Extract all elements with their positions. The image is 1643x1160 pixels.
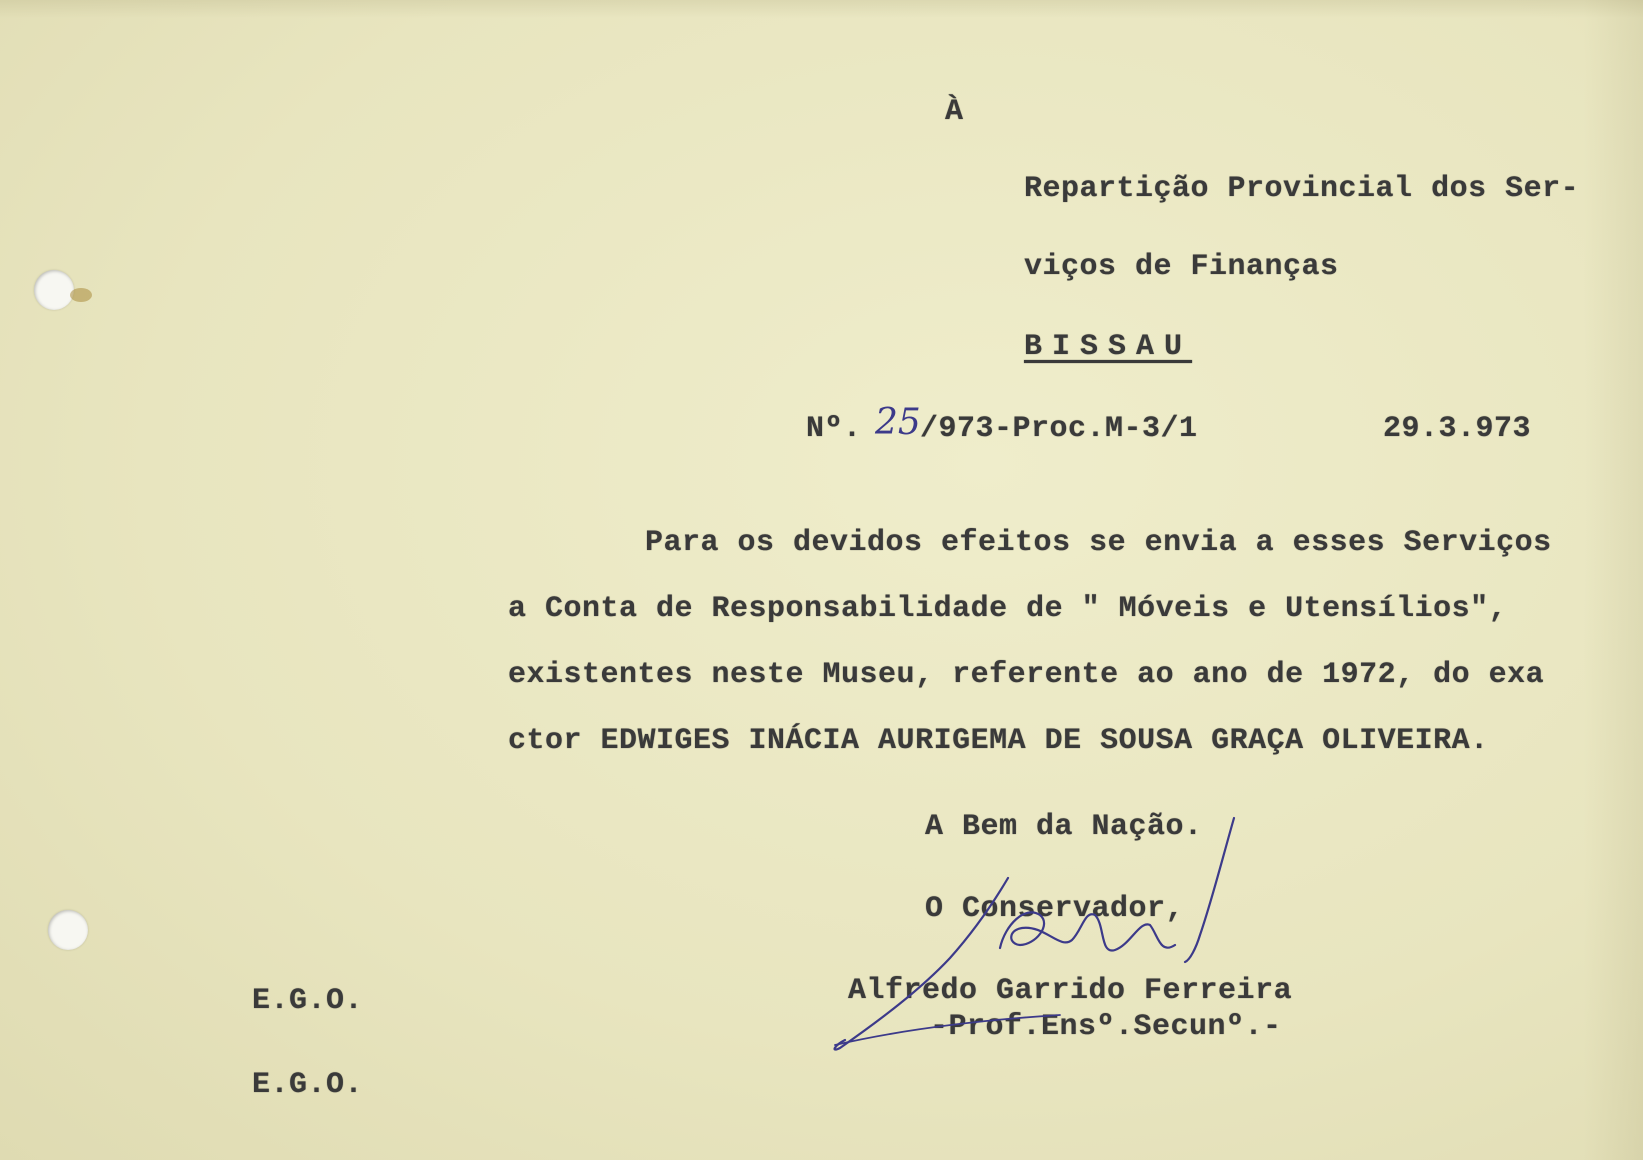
reference-prefix: Nº. — [806, 412, 862, 446]
body-line-2: a Conta de Responsabilidade de " Móveis e Utensílios", — [508, 592, 1508, 626]
reference-handwritten-number: 25 — [875, 402, 921, 443]
reference-suffix: /973-Proc.M-3/1 — [920, 412, 1198, 446]
body-line-4: ctor EDWIGES INÁCIA AURIGEMA DE SOUSA GRAÇA OLIVEIRA. — [508, 724, 1489, 758]
closing-salutation: A Bem da Nação. — [925, 810, 1203, 844]
signatory-title: O Conservador, — [925, 892, 1185, 926]
initials-2: E.G.O. — [252, 1068, 364, 1102]
initials-1: E.G.O. — [252, 984, 364, 1018]
recipient-line-2: viços de Finanças — [1024, 250, 1339, 284]
document-date: 29.3.973 — [1383, 412, 1532, 446]
body-line-1: Para os devidos efeitos se envia a esses Serviços — [645, 526, 1552, 560]
signatory-role: -Prof.Ensº.Secunº.- — [930, 1010, 1282, 1044]
city-heading: BISSAU — [1024, 330, 1193, 364]
body-line-3: existentes neste Museu, referente ao ano de 1972, do exa — [508, 658, 1545, 692]
recipient-prefix: À — [945, 95, 964, 129]
signatory-name: Alfredo Garrido Ferreira — [848, 974, 1293, 1008]
recipient-line-1: Repartição Provincial dos Ser- — [1024, 172, 1580, 206]
